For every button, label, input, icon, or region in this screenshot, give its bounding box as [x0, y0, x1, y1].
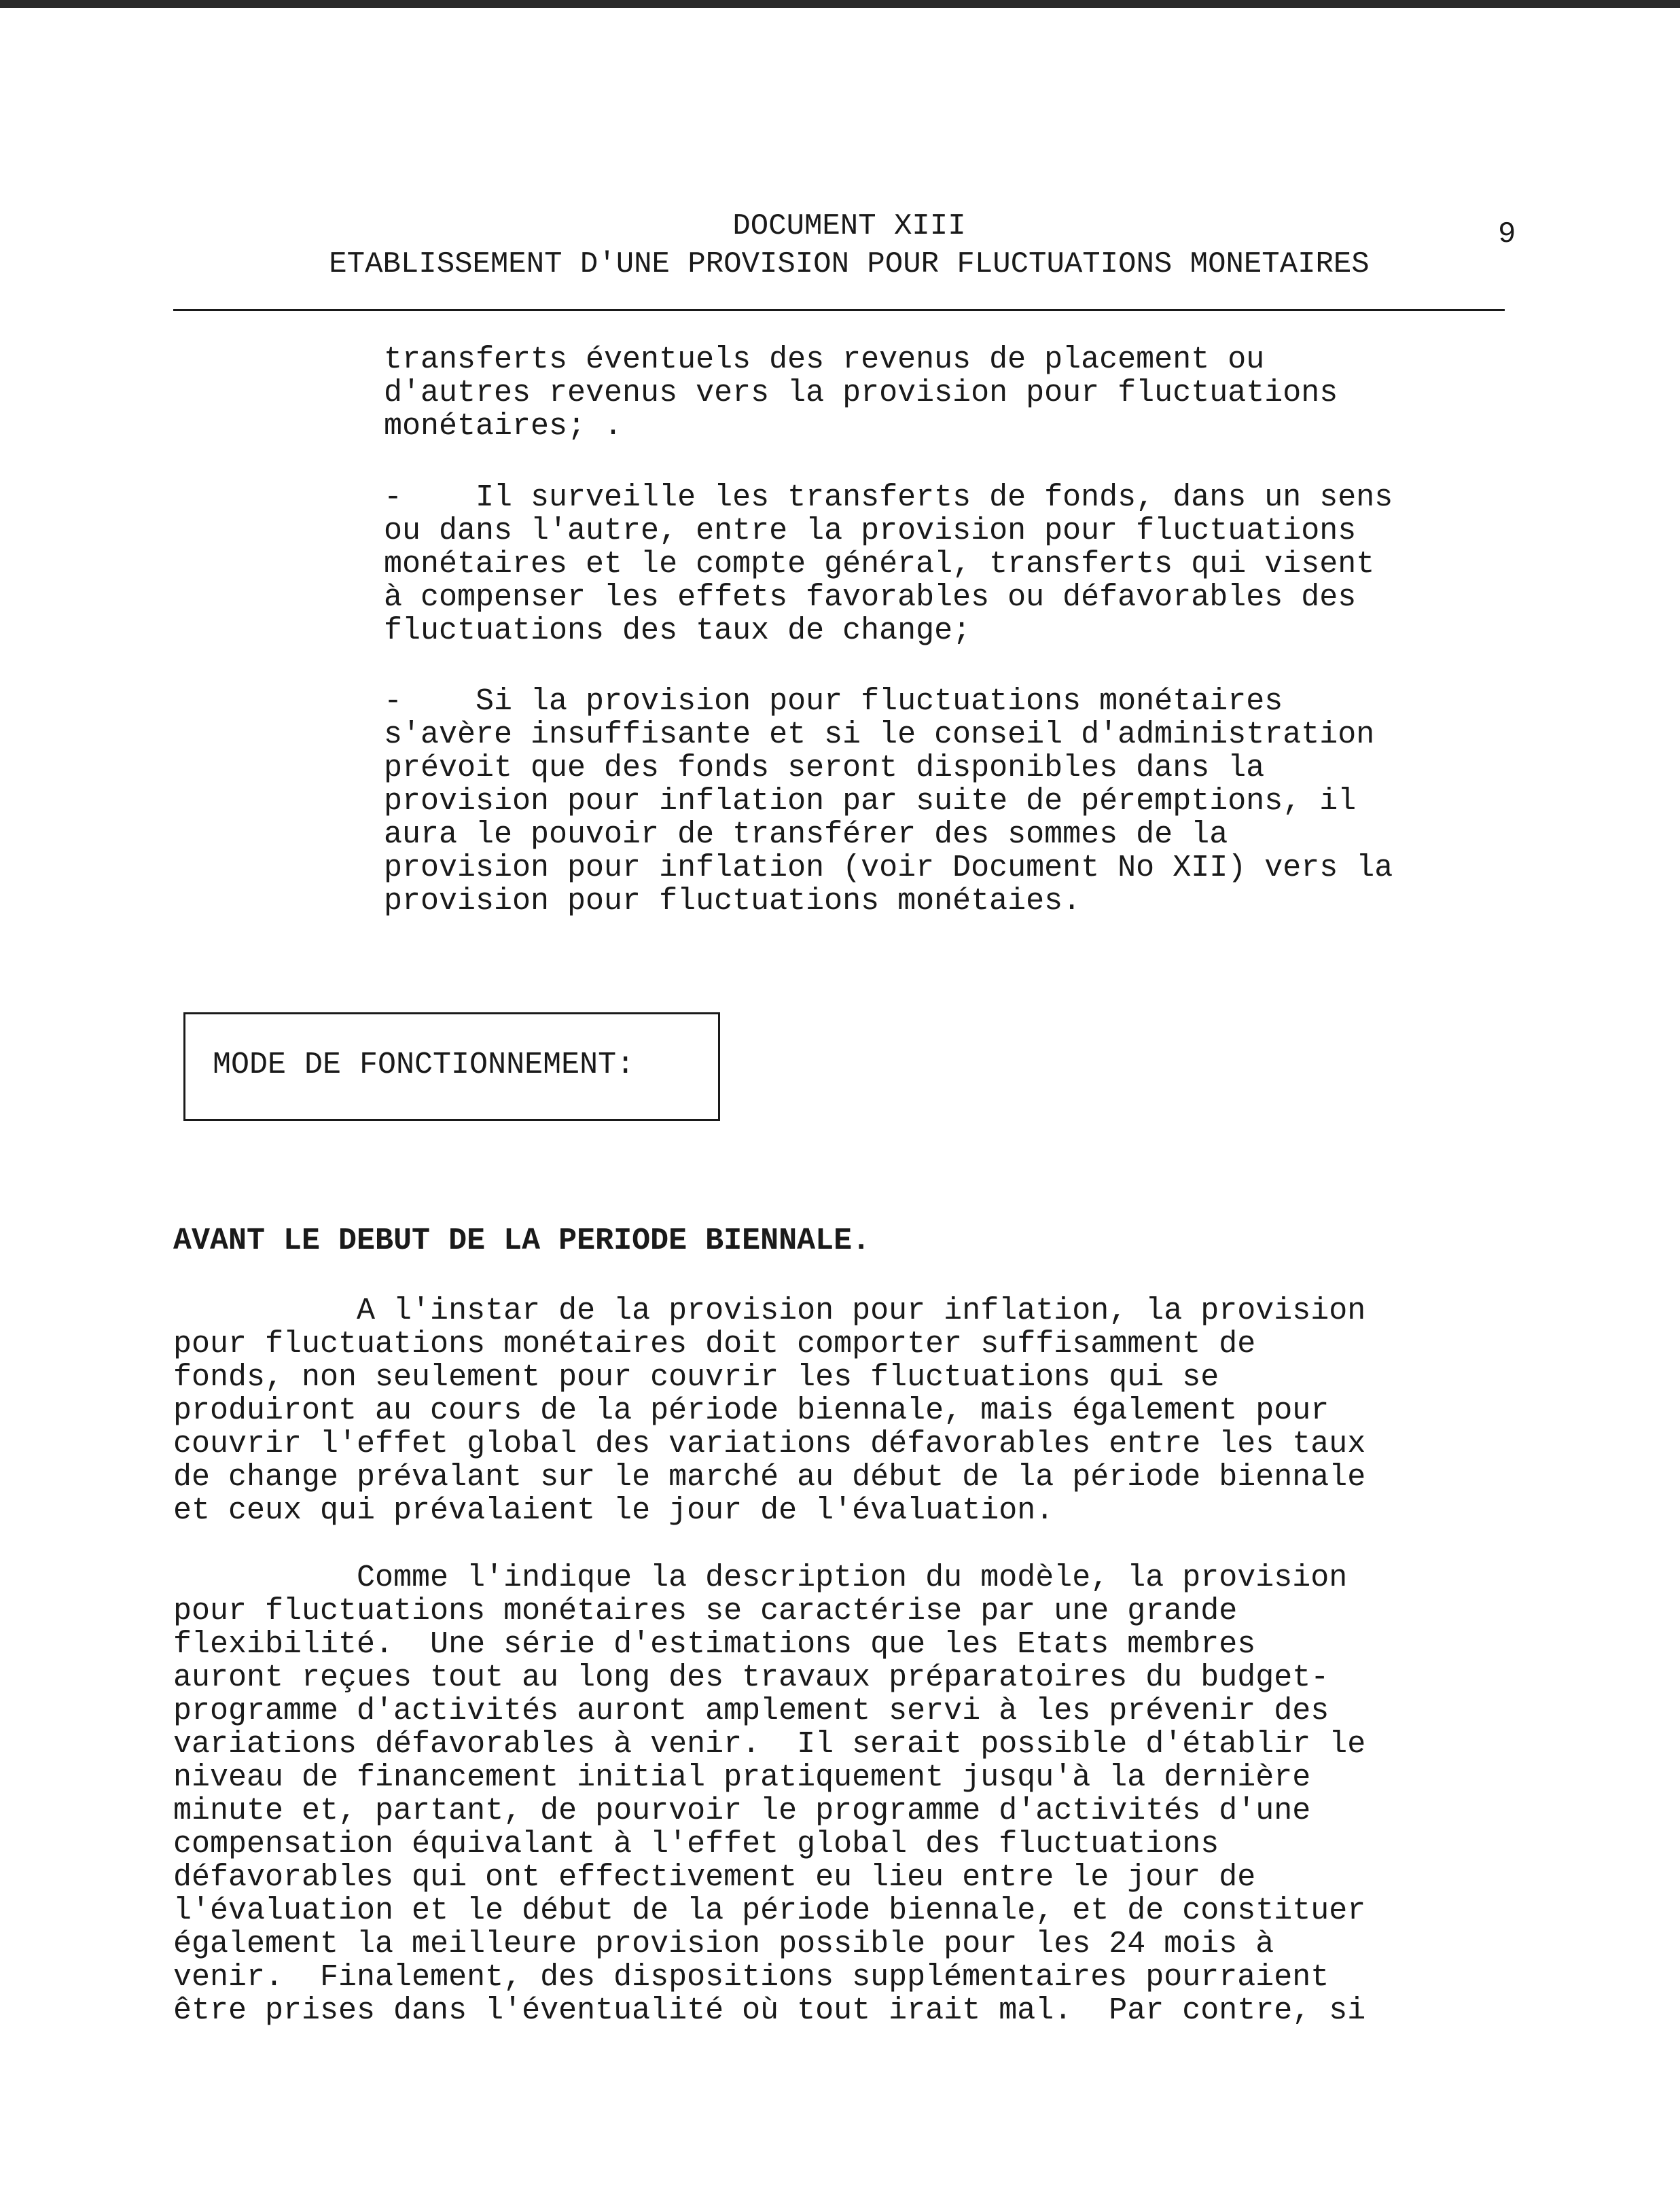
paragraph-model-flexibility: Comme l'indique la description du modèle, la provision pour fluctuations monétaires se caractérise par une grande flexibilité. Une série d'estimations que les Etats membres auront reçues tout au long des travaux préparatoires du budget- programme d'activités auront amplement servi à les prévenir des variations défavorables à venir. Il serait possible d'établir le niveau de financement initial pratiquement jusqu'à la dernière minute et, partant, de pourvoir le programme d'activités d'une compensation équivalant à l'effet global des fluctuations défavorables qui ont effectivement eu lieu entre le jour de l'évaluation et le début de la période biennale, et de constituer également la meilleure provision possible pour les 24 mois à venir. Finalement, des dispositions supplémentaires pourraient être prises dans l'éventualité où tout irait mal. Par contre, si [173, 1561, 1366, 2028]
section-heading: AVANT LE DEBUT DE LA PERIODE BIENNALE. [173, 1224, 871, 1258]
section-box-label: MODE DE FONCTIONNEMENT: [213, 1048, 635, 1082]
section-box [183, 1012, 720, 1121]
bullet-item-insufficient-provision: - Si la provision pour fluctuations monétaires s'avère insuffisante et si le conseil d'administration prévoit que des fonds seront disponibles dans la provision pour inflation par suite de péremptions, il aura le pouvoir de transférer des sommes de la provision pour inflation (voir Document No XII) vers la provision pour fluctuations monétaies. [384, 684, 1393, 919]
paragraph-inflation-comparison: A l'instar de la provision pour inflation, la provision pour fluctuations monétaires doit comporter suffisamment de fonds, non seulement pour couvrir les fluctuations qui se produiront au cours de la période biennale, mais également pour couvrir l'effet global des variations défavorables entre les taux de change prévalant sur le marché au début de la période biennale et ceux qui prévalaient le jour de l'évaluation. [173, 1294, 1366, 1528]
scan-top-edge [0, 0, 1680, 8]
document-title: DOCUMENT XIII [732, 209, 966, 243]
header-divider [173, 309, 1505, 311]
page-number: 9 [1498, 217, 1516, 251]
document-header [0, 208, 1680, 318]
paragraph-continuation: transferts éventuels des revenus de placement ou d'autres revenus vers la provision pour fluctuations monétaires; . [384, 342, 1338, 444]
document-subtitle: ETABLISSEMENT D'UNE PROVISION POUR FLUCTUATIONS MONETAIRES [329, 247, 1370, 281]
bullet-item-transfers: - Il surveille les transferts de fonds, dans un sens ou dans l'autre, entre la provision pour fluctuations monétaires et le compte général, transferts qui visent à compenser les effets favorables ou défavorables des fluctuations des taux de change; [384, 480, 1393, 648]
